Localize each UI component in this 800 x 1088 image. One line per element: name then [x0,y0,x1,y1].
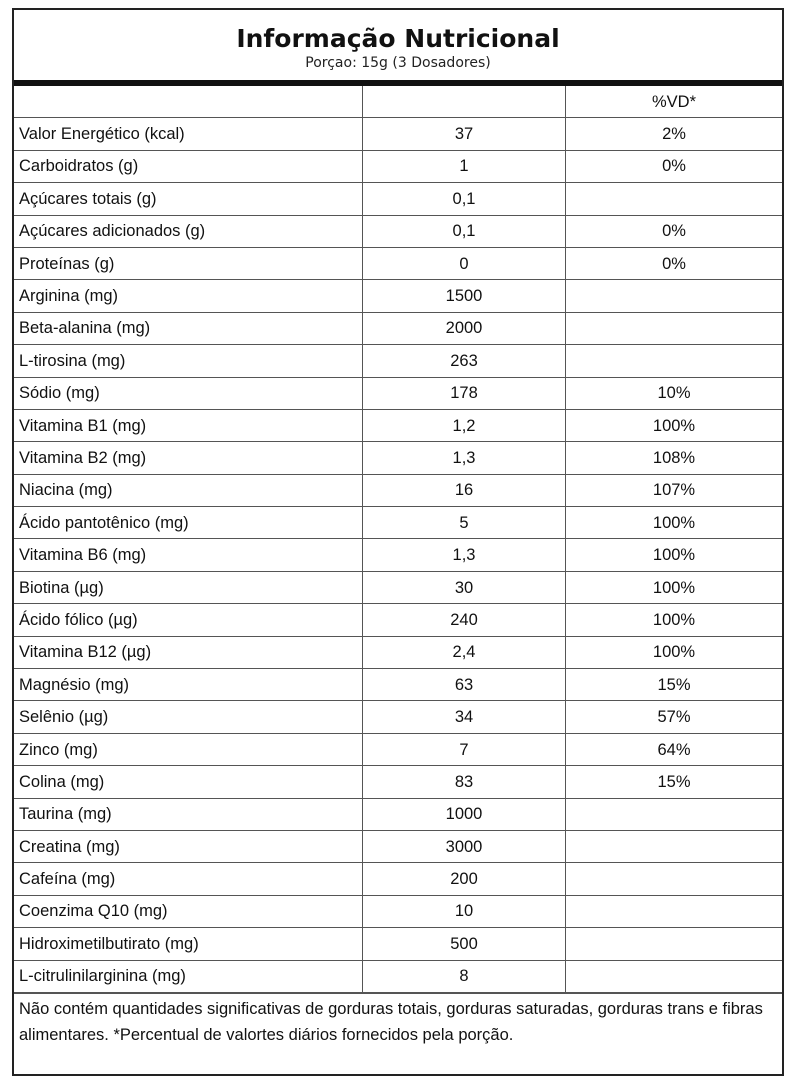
nutrient-name: Vitamina B1 (mg) [14,409,363,441]
table-row [14,669,782,701]
nutrient-amount: 2000 [363,312,566,344]
nutrient-amount: 0 [363,247,566,279]
nutrient-amount: 30 [363,571,566,603]
table-row [14,960,782,992]
nutrient-daily-value: 100% [566,539,783,571]
nutrient-name: Magnésio (mg) [14,669,363,701]
table-row [14,280,782,312]
vd-column-header: %VD* [566,86,783,118]
nutrient-amount: 1500 [363,280,566,312]
label-title: Informação Nutricional [236,24,560,53]
table-header-row [14,86,782,118]
nutrient-daily-value: 57% [566,701,783,733]
nutrient-amount: 263 [363,345,566,377]
nutrient-amount: 63 [363,669,566,701]
nutrient-name: Biotina (µg) [14,571,363,603]
nutrient-amount: 500 [363,928,566,960]
table-row [14,150,782,182]
nutrient-amount: 0,1 [363,215,566,247]
nutrient-name: Vitamina B2 (mg) [14,442,363,474]
nutrient-name: Carboidratos (g) [14,150,363,182]
nutrient-amount: 3000 [363,830,566,862]
nutrient-name: Hidroximetilbutirato (mg) [14,928,363,960]
nutrient-daily-value: 107% [566,474,783,506]
nutrient-daily-value [566,928,783,960]
table-row [14,863,782,895]
nutrient-amount: 16 [363,474,566,506]
nutrient-amount: 1000 [363,798,566,830]
nutrient-amount: 1 [363,150,566,182]
nutrient-amount: 5 [363,507,566,539]
table-row [14,409,782,441]
table-row [14,118,782,150]
serving-size: Porçao: 15g (3 Dosadores) [305,55,491,71]
nutrient-daily-value [566,183,783,215]
nutrient-daily-value [566,798,783,830]
nutrient-name: Vitamina B6 (mg) [14,539,363,571]
nutrient-daily-value: 15% [566,766,783,798]
nutrient-name: Zinco (mg) [14,733,363,765]
nutrient-daily-value [566,960,783,992]
nutrient-name: L-tirosina (mg) [14,345,363,377]
nutrient-name: Taurina (mg) [14,798,363,830]
table-row [14,604,782,636]
nutrient-name: Coenzima Q10 (mg) [14,895,363,927]
nutrient-name: Arginina (mg) [14,280,363,312]
nutrient-daily-value [566,895,783,927]
footnote: Não contém quantidades significativas de gorduras totais, gorduras saturadas, gorduras trans e fibras alimentares. *Percentual de valortes diários fornecidos pela porção. [14,993,782,1048]
nutrient-daily-value: 100% [566,507,783,539]
nutrient-name: Ácido pantotênico (mg) [14,507,363,539]
nutrient-daily-value: 100% [566,409,783,441]
nutrient-daily-value: 0% [566,247,783,279]
nutrient-daily-value [566,312,783,344]
table-row [14,377,782,409]
table-row [14,474,782,506]
nutrient-daily-value [566,830,783,862]
nutrient-amount: 10 [363,895,566,927]
nutrient-amount: 1,2 [363,409,566,441]
nutrient-amount: 8 [363,960,566,992]
nutrient-amount: 83 [363,766,566,798]
nutrient-name: Niacina (mg) [14,474,363,506]
table-row [14,312,782,344]
nutrient-name: Açúcares totais (g) [14,183,363,215]
nutrition-facts-label [12,8,784,1076]
nutrient-amount: 240 [363,604,566,636]
table-row [14,636,782,668]
table-row [14,830,782,862]
nutrient-amount: 1,3 [363,539,566,571]
nutrient-name: Creatina (mg) [14,830,363,862]
nutrient-daily-value: 100% [566,636,783,668]
nutrient-amount: 34 [363,701,566,733]
table-row [14,895,782,927]
table-row [14,442,782,474]
table-row [14,215,782,247]
nutrient-name: Cafeína (mg) [14,863,363,895]
label-header [14,10,782,80]
table-row [14,507,782,539]
nutrient-daily-value: 2% [566,118,783,150]
nutrient-name: Ácido fólico (µg) [14,604,363,636]
nutrient-daily-value: 100% [566,604,783,636]
nutrient-name: Vitamina B12 (µg) [14,636,363,668]
table-row [14,571,782,603]
nutrient-daily-value: 0% [566,215,783,247]
table-row [14,798,782,830]
table-row [14,345,782,377]
nutrient-amount: 200 [363,863,566,895]
nutrient-daily-value [566,345,783,377]
nutrient-daily-value: 10% [566,377,783,409]
nutrient-daily-value [566,280,783,312]
amount-column-header [363,86,566,118]
table-row [14,247,782,279]
nutrient-name: Selênio (µg) [14,701,363,733]
nutrient-daily-value: 0% [566,150,783,182]
nutrient-amount: 37 [363,118,566,150]
table-row [14,766,782,798]
table-row [14,701,782,733]
name-column-header [14,86,363,118]
nutrient-daily-value [566,863,783,895]
table-row [14,928,782,960]
nutrient-name: Açúcares adicionados (g) [14,215,363,247]
nutrient-name: Colina (mg) [14,766,363,798]
nutrient-amount: 7 [363,733,566,765]
nutrient-daily-value: 64% [566,733,783,765]
nutrient-amount: 2,4 [363,636,566,668]
table-row [14,539,782,571]
nutrient-daily-value: 15% [566,669,783,701]
nutrient-amount: 1,3 [363,442,566,474]
nutrient-daily-value: 100% [566,571,783,603]
nutrient-daily-value: 108% [566,442,783,474]
nutrient-name: Valor Energético (kcal) [14,118,363,150]
table-row [14,183,782,215]
nutrient-amount: 178 [363,377,566,409]
nutrient-name: Sódio (mg) [14,377,363,409]
nutrient-name: L-citrulinilarginina (mg) [14,960,363,992]
nutrient-name: Proteínas (g) [14,247,363,279]
nutrition-table [14,86,782,993]
table-row [14,733,782,765]
nutrient-amount: 0,1 [363,183,566,215]
nutrient-name: Beta-alanina (mg) [14,312,363,344]
